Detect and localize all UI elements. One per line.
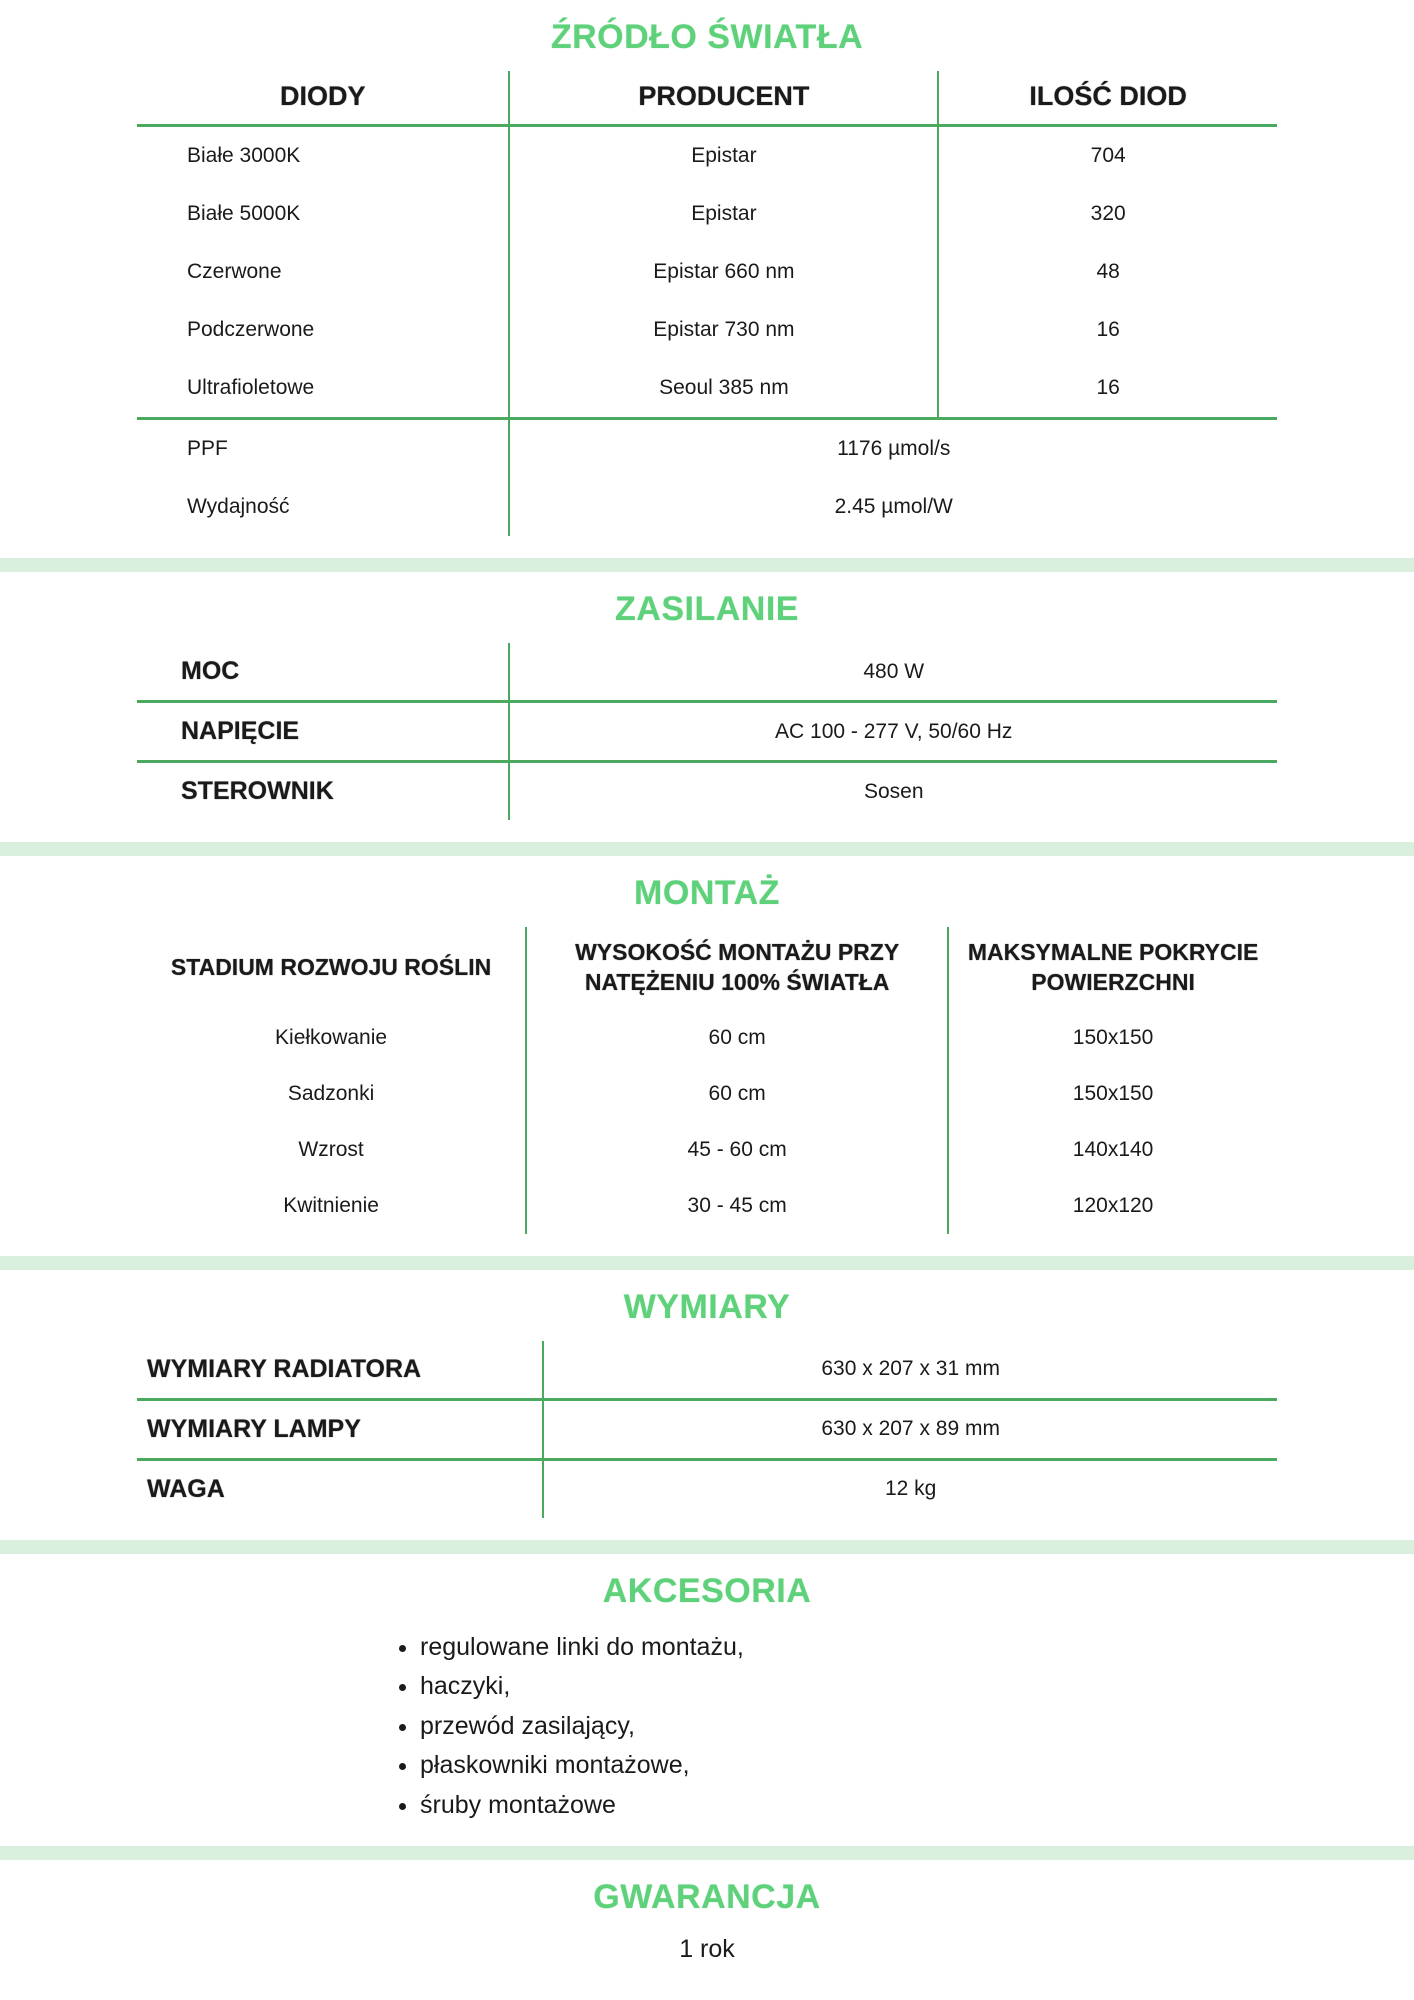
column-header-coverage: MAKSYMALNE POKRYCIE POWIERZCHNI	[948, 927, 1277, 1010]
section-light-source	[0, 0, 1414, 536]
section-dimensions	[0, 1270, 1414, 1518]
section-title-warranty: GWARANCJA	[593, 1878, 821, 1917]
list-item: • regulowane linki do montażu,	[420, 1629, 1414, 1667]
table-row	[137, 243, 1277, 301]
max-coverage: 120x120	[948, 1178, 1277, 1234]
table-row	[137, 1459, 1277, 1518]
section-title-light-source: ŹRÓDŁO ŚWIATŁA	[550, 18, 864, 56]
section-accessories	[0, 1554, 1414, 1825]
diode-count: 704	[938, 126, 1277, 186]
diode-count: 320	[938, 185, 1277, 243]
growth-stage: Kwitnienie	[283, 1193, 379, 1217]
summary-row-efficiency	[137, 478, 1277, 536]
section-title-power: ZASILANIE	[615, 590, 799, 628]
table-row	[137, 1399, 1277, 1459]
max-coverage: 150x150	[948, 1066, 1277, 1122]
dimensions-table	[137, 1341, 1277, 1518]
diode-name: Białe 3000K	[187, 144, 301, 167]
power-value: AC 100 - 277 V, 50/60 Hz	[509, 702, 1277, 762]
accessories-list	[0, 1629, 1414, 1825]
diode-name: Białe 5000K	[187, 202, 301, 225]
summary-value: 1176 µmol/s	[509, 419, 1277, 479]
power-label: NAPIĘCIE	[137, 702, 509, 762]
power-label: MOC	[137, 643, 509, 702]
dimension-value: 630 x 207 x 31 mm	[543, 1341, 1277, 1400]
mount-height: 45 - 60 cm	[526, 1122, 948, 1178]
diode-count: 16	[938, 301, 1277, 359]
dimension-value: 630 x 207 x 89 mm	[543, 1399, 1277, 1459]
column-header-producent: PRODUCENT	[509, 71, 938, 126]
table-header-row	[137, 927, 1277, 1010]
column-header-height: WYSOKOŚĆ MONTAŻU PRZY NATĘŻENIU 100% ŚWIATŁA	[526, 927, 948, 1010]
summary-label: PPF	[187, 437, 228, 460]
growth-stage: Sadzonki	[287, 1081, 375, 1105]
dimension-label: WYMIARY LAMPY	[137, 1399, 543, 1459]
section-title-mounting: MONTAŻ	[634, 874, 780, 912]
section-title-accessories: AKCESORIA	[602, 1571, 812, 1610]
table-row	[137, 185, 1277, 243]
column-header-diody: DIODY	[137, 71, 509, 126]
power-value: 480 W	[509, 643, 1277, 702]
table-row	[137, 301, 1277, 359]
dimension-label: WYMIARY RADIATORA	[137, 1341, 543, 1400]
diode-name: Podczerwone	[187, 318, 315, 341]
section-warranty	[0, 1860, 1414, 1990]
diode-count: 48	[938, 243, 1277, 301]
column-header-stage: STADIUM ROZWOJU ROŚLIN	[170, 954, 492, 981]
diode-count: 16	[938, 359, 1277, 419]
diode-name: Ultrafioletowe	[137, 359, 509, 419]
power-value: Sosen	[509, 762, 1277, 821]
diode-producer: Epistar 730 nm	[509, 301, 938, 359]
table-row	[137, 762, 1277, 821]
table-row	[137, 1122, 1277, 1178]
mount-height: 60 cm	[526, 1010, 948, 1066]
section-divider	[0, 1846, 1414, 1860]
mounting-table	[137, 927, 1277, 1234]
table-row	[137, 1066, 1277, 1122]
growth-stage: Wzrost	[298, 1137, 364, 1161]
diode-producer: Epistar 660 nm	[509, 243, 938, 301]
mount-height: 60 cm	[526, 1066, 948, 1122]
list-item: • śruby montażowe	[420, 1787, 1414, 1825]
summary-label: Wydajność	[187, 495, 290, 518]
section-divider	[0, 842, 1414, 856]
table-header-row	[137, 71, 1277, 126]
summary-row-ppf	[137, 419, 1277, 479]
table-row	[137, 1010, 1277, 1066]
max-coverage: 150x150	[948, 1010, 1277, 1066]
table-row	[137, 702, 1277, 762]
diode-name: Czerwone	[187, 260, 282, 283]
section-divider	[0, 558, 1414, 572]
table-row	[137, 643, 1277, 702]
diode-producer: Epistar	[509, 126, 938, 186]
list-item: • płaskowniki montażowe,	[420, 1747, 1414, 1785]
table-row	[137, 359, 1277, 419]
max-coverage: 140x140	[948, 1122, 1277, 1178]
table-row	[137, 126, 1277, 186]
light-source-table	[137, 71, 1277, 536]
diode-producer: Seoul 385 nm	[509, 359, 938, 419]
section-mounting	[0, 856, 1414, 1234]
list-item: • przewód zasilający,	[420, 1708, 1414, 1746]
growth-stage: Kiełkowanie	[275, 1025, 388, 1049]
section-title-dimensions: WYMIARY	[623, 1287, 791, 1326]
list-item: • haczyki,	[420, 1668, 1414, 1706]
column-header-ilosc-diod: ILOŚĆ DIOD	[938, 71, 1277, 126]
mount-height: 30 - 45 cm	[526, 1178, 948, 1234]
table-row	[137, 1341, 1277, 1400]
section-divider	[0, 1256, 1414, 1270]
section-divider	[0, 1540, 1414, 1554]
power-label: STEROWNIK	[181, 777, 334, 805]
power-table	[137, 643, 1277, 820]
table-row	[137, 1178, 1277, 1234]
section-power	[0, 572, 1414, 820]
summary-value: 2.45 µmol/W	[509, 478, 1277, 536]
dimension-label: WAGA	[147, 1474, 225, 1503]
dimension-value: 12 kg	[543, 1459, 1277, 1518]
warranty-value: 1 rok	[679, 1935, 735, 1964]
diode-producer: Epistar	[509, 185, 938, 243]
